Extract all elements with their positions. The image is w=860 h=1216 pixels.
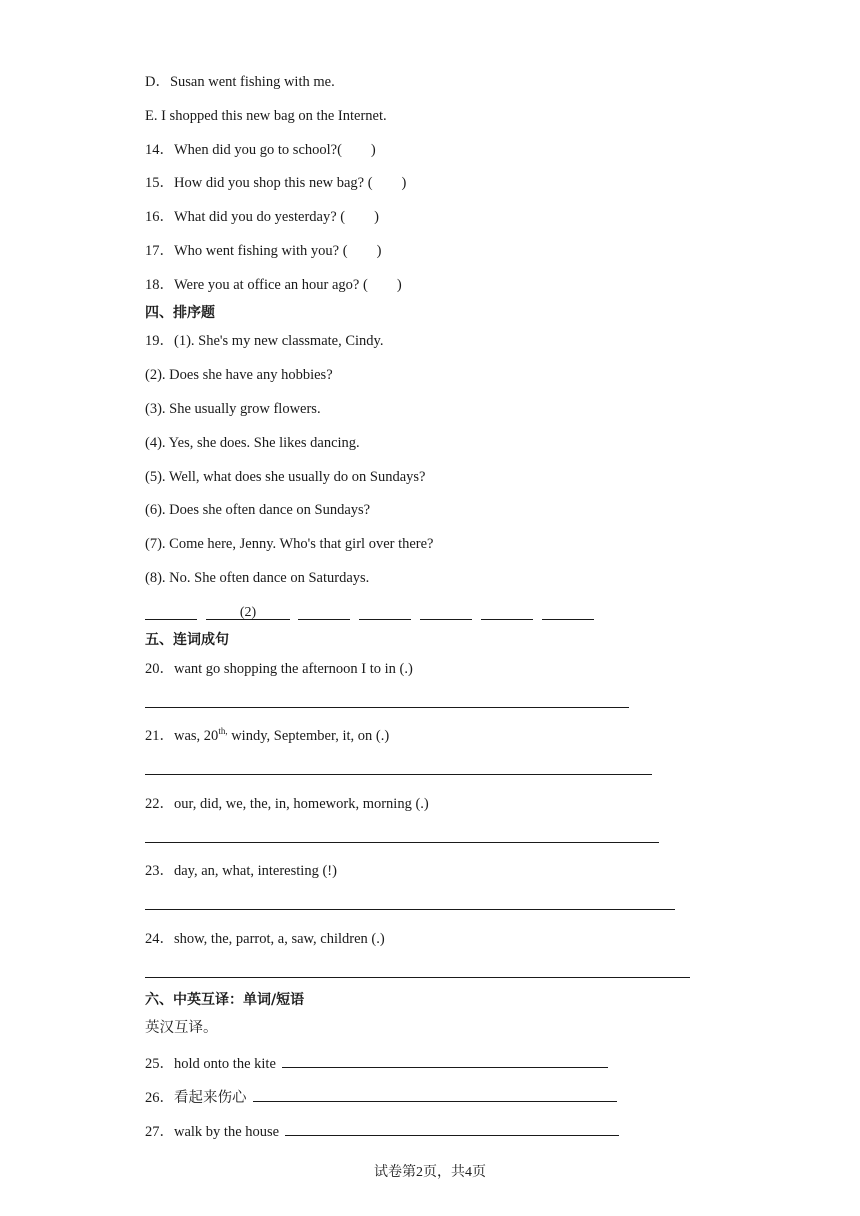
answer-line-21[interactable] (145, 774, 652, 775)
section-5-title: 五、连词成句 (145, 632, 229, 648)
order-blank-4[interactable] (359, 607, 411, 620)
option-d: D．Susan went fishing with me. (145, 74, 335, 90)
question-26-text: 26．看起来伤心 (145, 1090, 247, 1106)
question-16: 16．What did you do yesterday? ( ) (145, 209, 379, 225)
sentence-4: (4). Yes, she does. She likes dancing. (145, 435, 360, 451)
question-23: 23．day, an, what, interesting (!) (145, 863, 337, 879)
question-27-text: 27．walk by the house (145, 1124, 280, 1140)
question-21-superscript: th, (218, 726, 228, 736)
question-21 (145, 727, 389, 746)
question-20: 20．want go shopping the afternoon I to in (.) (145, 661, 413, 677)
question-17: 17．Who went fishing with you? ( ) (145, 243, 382, 259)
question-22: 22．our, did, we, the, in, homework, morning (.) (145, 796, 429, 812)
question-25-text: 25．hold onto the kite (145, 1056, 276, 1072)
sentence-3: (3). She usually grow flowers. (145, 401, 321, 417)
answer-blank-25[interactable] (282, 1053, 608, 1068)
question-14: 14．When did you go to school?( ) (145, 142, 376, 158)
question-21-rest: windy, September, it, on (.) (227, 728, 390, 744)
order-blank-5[interactable] (420, 607, 472, 620)
order-blank-7[interactable] (542, 607, 594, 620)
sentence-2: (2). Does she have any hobbies? (145, 367, 333, 383)
question-26 (145, 1087, 617, 1107)
answer-blank-26[interactable] (253, 1087, 617, 1102)
sentence-6: (6). Does she often dance on Sundays? (145, 502, 371, 518)
section-6-instruction: 英汉互译。 (145, 1020, 218, 1036)
question-21-text: 21．was, 20 (145, 728, 219, 744)
sentence-7: (7). Come here, Jenny. Who's that girl over there? (145, 536, 434, 552)
order-blank-2[interactable]: (2) (206, 607, 290, 620)
answer-line-23[interactable] (145, 909, 675, 910)
order-blank-6[interactable] (481, 607, 533, 620)
answer-line-24[interactable] (145, 977, 690, 978)
answer-line-22[interactable] (145, 842, 659, 843)
answer-line-20[interactable] (145, 707, 629, 708)
question-24: 24．show, the, parrot, a, saw, children (.) (145, 931, 385, 947)
question-18: 18．Were you at office an hour ago? ( ) (145, 277, 402, 293)
sentence-5: (5). Well, what does she usually do on Sundays? (145, 469, 426, 485)
order-blank-3[interactable] (298, 607, 350, 620)
sentence-8: (8). No. She often dance on Saturdays. (145, 570, 370, 586)
question-25 (145, 1053, 608, 1073)
sentence-1: 19．(1). She's my new classmate, Cindy. (145, 333, 384, 349)
section-6-title: 六、中英互译：单词/短语 (145, 992, 305, 1008)
order-blank-1[interactable] (145, 607, 197, 620)
page-footer: 试卷第2页，共4页 (374, 1165, 486, 1180)
answer-blank-27[interactable] (285, 1121, 619, 1136)
question-15: 15．How did you shop this new bag? ( ) (145, 175, 407, 191)
question-27 (145, 1121, 619, 1141)
section-4-title: 四、排序题 (145, 305, 215, 321)
option-e: E. I shopped this new bag on the Internet. (145, 108, 387, 124)
